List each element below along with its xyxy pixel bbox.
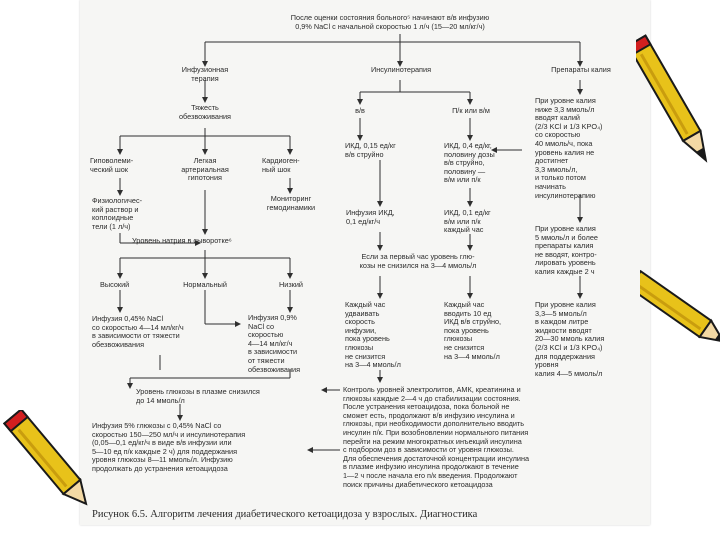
- potassium-high-node: При уровне калия 5 ммоль/л и более препараты калия не вводят, контро- лировать уровень калия каждые 2 ч: [535, 224, 598, 277]
- infusion-09-nacl-node: Инфузия 0,9% NaCl со скоростью 4—14 мл/кг/ч в зависимости от тяжести обезвоживания: [248, 313, 301, 374]
- ikd-iv-bolus-node: ИКД, 0,15 ед/кг в/в струйно: [345, 141, 396, 159]
- double-rate-node: Каждый час удваивать скорость инфузии, пока уровень глюкозы не снизится на 3—4 ммоль/л: [345, 300, 401, 370]
- saline-colloids-node: Физиологичес- кий раствор и коплоидные тели (1 л/ч): [92, 196, 143, 231]
- ikd-im-split-node: ИКД, 0,4 ед/кг, половину дозы в/в струйно, половину — в/м или п/к: [444, 141, 495, 185]
- iv-route-node: в/в: [355, 106, 365, 115]
- potassium-normal-node: При уровне калия 3,3—5 ммоль/л в каждом литре жидкости вводят 20—30 ммоль калия (2/3 KCl и 1/3 KPO₄) для поддержания уровня калия 4—5 ммоль/л: [535, 300, 605, 378]
- hemodynamics-monitoring-node: Мониторинг гемодинамики: [266, 194, 316, 212]
- sodium-normal-node: Нормальный: [183, 280, 227, 289]
- potassium-low-node: При уровне калия ниже 3,3 ммоль/л вводят калий (2/3 KCl и 1/3 KPO₄) со скоростью 40 ммоль/ч, пока уровень калия не достигнет 3,3 ммоль/л, и только потом начинать инсулинотерапию: [535, 96, 603, 200]
- ikd-hourly-node: ИКД, 0,1 ед/кг в/м или п/к каждый час: [444, 208, 491, 235]
- cardiogenic-shock-node: Кардиоген- ный шок: [262, 156, 300, 174]
- mild-hypotension-node: Легкая артериальная гипотония: [181, 156, 229, 183]
- glucose-14-node: Уровень глюкозы в плазме снизился до 14 ммоль/л: [136, 387, 260, 405]
- pencil-icon: [2, 410, 94, 510]
- infusion-therapy-header: Инфузионная терапия: [181, 65, 229, 83]
- dehydration-severity-node: Тяжесть обезвоживания: [178, 103, 232, 121]
- hourly-10-units-node: Каждый час вводить 10 ед ИКД в/в струйно, пока уровень глюкозы не снизится на 3—4 ммоль/л: [444, 300, 502, 361]
- serum-sodium-node: Уровень натрия в сыворотке⁶: [132, 236, 232, 245]
- glucose-infusion-node: Инфузия 5% глюкозы с 0,45% NaCl со скоростью 150—250 мл/ч и инсулинотерапия (0,05—0,1 ед/кг/ч в виде в/в инфузии или 5—10 ед п/к каждые 2 ч) для поддержания уровня глюкозы 8—11 ммоль/л. Инфузию продолжать до устранения кетоацидоза: [92, 421, 246, 474]
- start-node: После оценки состояния больного⁵ начинают в/в инфузию 0,9% NaCl с начальной скоростью 1 л/ч (15—20 мл/кг/ч): [290, 13, 490, 31]
- figure-caption: Рисунок 6.5. Алгоритм лечения диабетического кетоацидоза у взрослых. Диагностика: [92, 509, 478, 520]
- infusion-045-nacl-node: Инфузия 0,45% NaCl со скоростью 4—14 мл/кг/ч в зависимости от тяжести обезвоживания: [92, 314, 184, 349]
- sodium-high-node: Высокий: [100, 280, 130, 289]
- monitoring-control-node: Контроль уровней электролитов, АМК, креатинина и глюкозы каждые 2—4 ч до стабилизации состояния. После устранения кетоацидоза, пока больной не сможет есть, продолжают в/в инфузию инсулина и глюкозы, при необходимости дополнительно вводить инсулин п/к. При возобновлении нормального питания перейти на режим многократных инъекций инсулина с подбором доз в зависимости от уровня глюкозы. Для обеспечения достаточной концентрации инсулина в плазме инфузию инсулина продолжают в течение 1—2 ч после начала его п/к введения. Продолжают поиск причины диабетического кетоацидоза: [343, 385, 530, 489]
- sodium-low-node: Низкий: [278, 280, 304, 289]
- sc-im-route-node: П/к или в/м: [452, 106, 490, 115]
- first-hour-check-node: Если за первый час уровень глю- козы не снизился на 3—4 ммоль/л: [359, 252, 477, 270]
- hypovolemic-shock-node: Гиповолеми- ческий шок: [90, 156, 134, 174]
- pencil-icon: [640, 256, 720, 366]
- pencil-icon: [636, 20, 720, 180]
- potassium-header: Препараты калия: [551, 65, 611, 74]
- ikd-infusion-node: Инфузия ИКД, 0,1 ед/кг/ч: [346, 208, 395, 226]
- insulin-therapy-header: Инсулинотерапия: [370, 65, 432, 74]
